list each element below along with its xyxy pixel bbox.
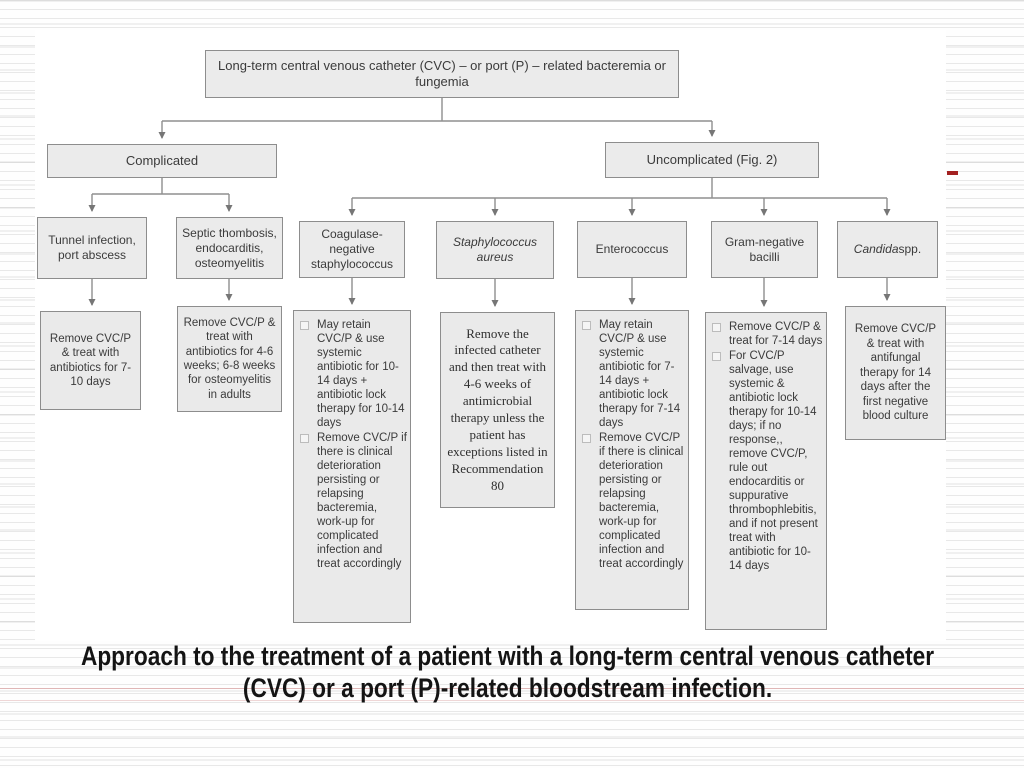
node-enterococcus: Enterococcus [577, 221, 687, 278]
node-complicated: Complicated [47, 144, 277, 178]
bullet-text: For CVC/P salvage, use systemic & antibiotic lock therapy for 10-14 days; if no response,, remove CVC/P, rule out endocarditis or suppurative thrombophlebitis, and if not present treat with antibiotic for 10-14 days [729, 350, 818, 573]
treatment-coag [293, 310, 411, 623]
square-bullet-icon [582, 321, 591, 330]
treatment-enterococcus [575, 310, 689, 610]
square-bullet-icon [582, 434, 591, 443]
treatment-septic: Remove CVC/P & treat with antibiotics for 4-6 weeks; 6-8 weeks for osteomyelitis in adults [177, 306, 282, 412]
candida-spp-suffix: spp. [898, 242, 922, 256]
bullet-item [579, 431, 685, 571]
red-dash-mark [947, 171, 958, 175]
flowchart-panel [35, 30, 946, 641]
node-coagulase-negative-staph: Coagulase-negative staphylococcus [299, 221, 405, 278]
bullet-text: May retain CVC/P & use systemic antibiotic for 10-14 days + antibiotic lock therapy for 10-14 days [317, 319, 405, 430]
node-septic-thrombosis: Septic thombosis, endocarditis, osteomyelitis [176, 217, 283, 279]
bullet-text: May retain CVC/P & use systemic antibiotic for 7-14 days + antibiotic lock therapy for 7-14 days [599, 319, 681, 430]
bullet-item [709, 349, 823, 573]
node-staphylococcus-aureus: Staphylococcus aureus [436, 221, 554, 279]
treatment-tunnel: Remove CVC/P & treat with antibiotics for 7-10 days [40, 311, 141, 410]
square-bullet-icon [300, 434, 309, 443]
treatment-gram-negative [705, 312, 827, 630]
node-root: Long-term central venous catheter (CVC) – or port (P) – related bacteremia or fungemia [205, 50, 679, 98]
bullet-item [297, 318, 407, 430]
treatment-staph-aureus: Remove the infected catheter and then treat with 4-6 weeks of antimicrobial therapy unless the patient has exceptions listed in Recommendation 80 [440, 312, 555, 508]
bullet-item [709, 320, 823, 348]
treatment-candida: Remove CVC/P & treat with antifungal therapy for 14 days after the first negative blood culture [845, 306, 946, 440]
square-bullet-icon [712, 352, 721, 361]
square-bullet-icon [300, 321, 309, 330]
square-bullet-icon [712, 323, 721, 332]
bullet-text: Remove CVC/P if there is clinical deterioration persisting or relapsing bacteremia, work-up for complicated infection and treat accordingly [317, 432, 407, 571]
node-gram-negative-bacilli: Gram-negative bacilli [711, 221, 818, 278]
node-candida-spp [837, 221, 938, 278]
node-tunnel-infection: Tunnel infection, port abscess [37, 217, 147, 279]
candida-genus: Candida [853, 242, 899, 256]
bullet-item [297, 431, 407, 571]
slide-caption: Approach to the treatment of a patient with a long-term central venous catheter (CVC) or a port (P)-related bloodstream infection. [80, 641, 935, 703]
bullet-item [579, 318, 685, 430]
bullet-text: Remove CVC/P if there is clinical deterioration persisting or relapsing bacteremia, work-up for complicated infection and treat accordingly [599, 432, 684, 571]
bullet-text: Remove CVC/P & treat for 7-14 days [729, 321, 823, 348]
node-uncomplicated: Uncomplicated (Fig. 2) [605, 142, 819, 178]
